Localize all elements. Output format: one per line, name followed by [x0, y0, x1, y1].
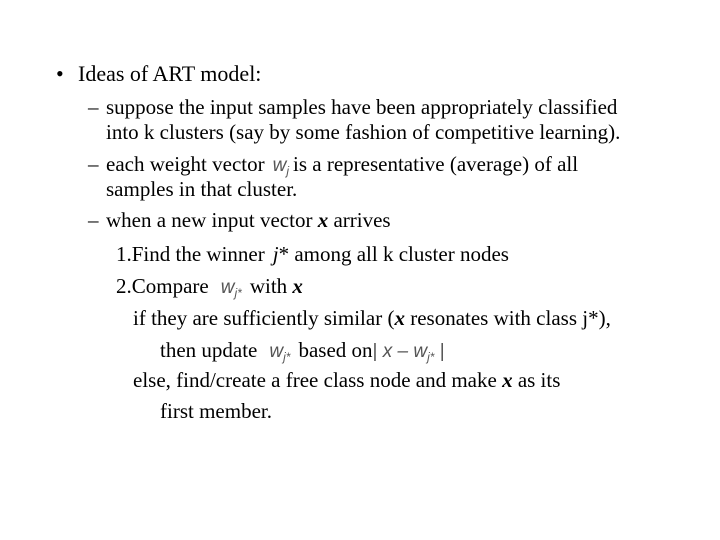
else-line1 [133, 368, 560, 392]
weight-vector-wjstar: $w_{j*}$ [220, 277, 242, 300]
step2-line [116, 274, 303, 305]
else-text-b: first member. [160, 399, 272, 423]
then-text-mid: based on [298, 338, 373, 362]
weight-vector-wj: $w_j$ [272, 155, 289, 178]
dash-icon: – [88, 152, 99, 176]
distance-expression: | x – $w_{j*}$ | [372, 341, 445, 364]
item2-text-b: samples in that cluster. [106, 177, 298, 201]
item3-text-post: arrives [333, 208, 391, 232]
step2-with: with [249, 274, 288, 298]
step1-line [116, 242, 509, 266]
winner-j: j [272, 242, 279, 266]
else-line2 [160, 399, 272, 423]
dash-icon: – [88, 95, 99, 119]
dash-icon: – [88, 208, 99, 232]
item1-text-b: into k clusters (say by some fashion of competitive learning). [106, 120, 621, 144]
else-text-post: as its [517, 368, 561, 392]
item1-text-a: suppose the input samples have been appropriately classified [106, 95, 618, 119]
input-vector-x: x [292, 274, 303, 298]
slide-title-line [56, 62, 261, 86]
condition-text-post: resonates with class j*), [410, 306, 611, 330]
input-vector-x: x [502, 368, 513, 392]
condition-line [133, 306, 611, 330]
step1-text-pre: 1.Find the winner [116, 242, 265, 266]
then-text-pre: then update [160, 338, 258, 362]
item3-line [88, 208, 391, 232]
input-vector-x: x [317, 208, 329, 232]
step2-text-pre: 2.Compare [116, 274, 209, 298]
slide-title: Ideas of ART model: [78, 61, 262, 86]
item1-line2 [106, 120, 620, 144]
weight-vector-wjstar: $w_{j*}$ [269, 341, 291, 364]
item3-text-pre: when a new input vector [106, 208, 313, 232]
bullet-icon: • [56, 61, 64, 86]
condition-text-pre: if they are sufficiently similar ( [133, 306, 395, 330]
item2-line2 [106, 177, 297, 201]
item2-text-post: is a representative (average) of all [293, 152, 579, 176]
item1-line1 [88, 95, 617, 119]
step1-text-post: * among all k cluster nodes [278, 242, 509, 266]
then-line [160, 338, 445, 369]
item2-text-pre: each weight vector [106, 152, 265, 176]
input-vector-x: x [394, 306, 405, 330]
else-text-pre: else, find/create a free class node and make [133, 368, 497, 392]
